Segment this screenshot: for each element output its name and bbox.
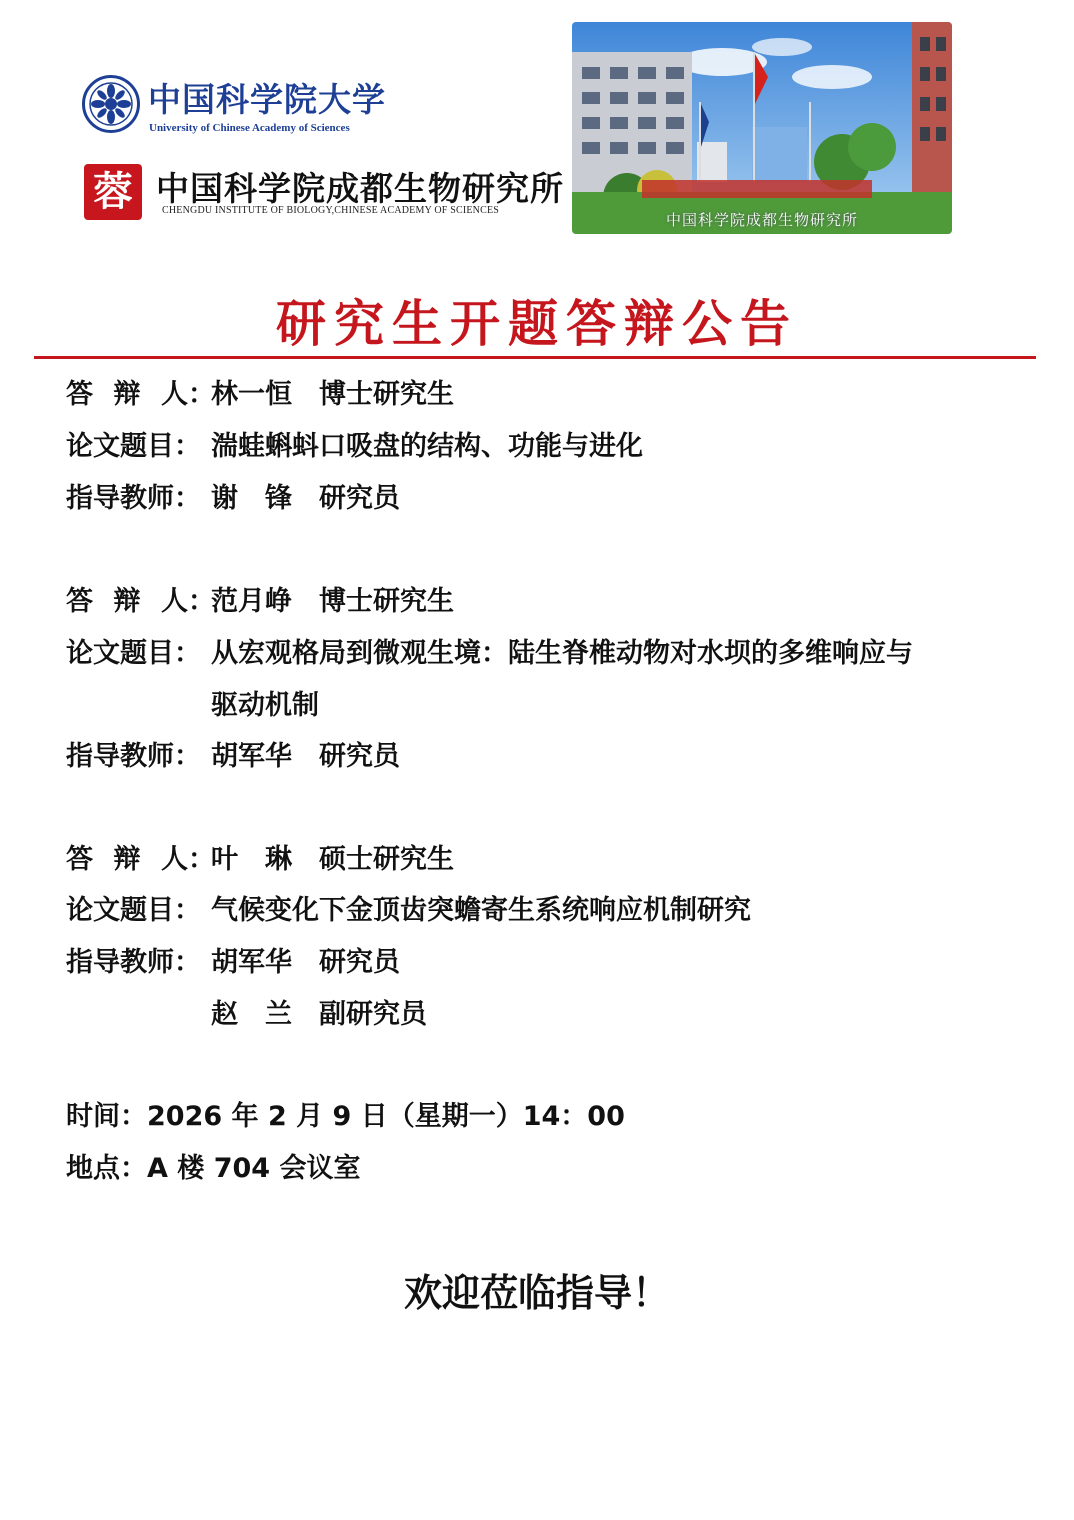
defender-label-char: 人	[161, 379, 188, 410]
cib-name-cn: 中国科学院成都生物研究所	[156, 169, 564, 208]
topic-label-text: 论文题目	[66, 431, 174, 462]
defense-2-defender: 范月峥 博士研究生	[211, 586, 454, 617]
defense-1-defender-row	[66, 375, 454, 415]
colon: ：	[174, 638, 201, 669]
defense-2-topic-row	[66, 634, 913, 674]
defense-3-topic-row	[66, 891, 751, 931]
photo-caption: 中国科学院成都生物研究所	[665, 211, 858, 229]
topic-label	[66, 427, 211, 467]
defense-1-advisor-row	[66, 479, 400, 519]
defense-3-topic: 气候变化下金顶齿突蟾寄生系统响应机制研究	[211, 895, 751, 926]
defender-label	[66, 375, 188, 415]
defense-3-advisor-row-cont	[66, 995, 427, 1035]
advisor-label	[66, 943, 211, 983]
defense-3-advisor-1: 胡军华 研究员	[211, 947, 400, 978]
place-value: A 楼 704 会议室	[147, 1153, 361, 1184]
defender-label-char: 辩	[113, 844, 141, 875]
defender-label-char: 答	[66, 844, 93, 875]
colon: ：	[188, 586, 215, 617]
colon: ：	[174, 483, 201, 514]
advisor-label-text: 指导教师	[66, 947, 174, 978]
cib-seal-glyph: 蓉	[93, 168, 133, 215]
time-label: 时间：	[66, 1101, 147, 1132]
defender-label-char: 人	[161, 844, 188, 875]
defense-1-topic: 湍蛙蝌蚪口吸盘的结构、功能与进化	[211, 431, 643, 462]
defense-2-advisor: 胡军华 研究员	[211, 741, 400, 772]
defender-label-char: 答	[66, 586, 93, 617]
ucas-name-en: University of Chinese Academy of Sciences	[149, 122, 350, 134]
colon: ：	[174, 947, 201, 978]
time-row	[66, 1097, 625, 1137]
title-divider	[34, 356, 1036, 359]
defender-label	[66, 840, 188, 880]
defense-1-advisor: 谢 锋 研究员	[211, 483, 400, 514]
defender-label-char: 答	[66, 379, 93, 410]
defender-label	[66, 582, 188, 622]
time-value: 2026 年 2 月 9 日（星期一）14：00	[147, 1101, 625, 1132]
closing-message: 欢迎莅临指导！	[403, 1271, 670, 1315]
advisor-label-text: 指导教师	[66, 483, 174, 514]
defender-label-char: 人	[161, 586, 188, 617]
colon: ：	[174, 741, 201, 772]
advisor-label	[66, 737, 211, 777]
defense-3-defender-row	[66, 840, 454, 880]
defense-2-topic-line-1: 从宏观格局到微观生境：陆生脊椎动物对水坝的多维响应与	[211, 638, 913, 669]
topic-label	[66, 891, 211, 931]
campus-photo	[572, 22, 952, 234]
defense-2-topic-line-2: 驱动机制	[211, 690, 319, 721]
cib-name-en: CHENGDU INSTITUTE OF BIOLOGY,CHINESE ACADEMY OF SCIENCES	[162, 205, 500, 216]
place-row	[66, 1149, 360, 1189]
advisor-label-text: 指导教师	[66, 741, 174, 772]
place-label: 地点：	[66, 1153, 147, 1184]
defense-2-topic-row-cont	[66, 686, 319, 726]
colon: ：	[188, 844, 215, 875]
advisor-label	[66, 479, 211, 519]
defense-2-defender-row	[66, 582, 454, 622]
ucas-name-cn: 中国科学院大学	[148, 80, 386, 119]
topic-label	[66, 634, 211, 674]
defense-2-advisor-row	[66, 737, 400, 777]
defense-3-advisor-2: 赵 兰 副研究员	[211, 999, 427, 1030]
page-title: 研究生开题答辩公告	[276, 294, 798, 353]
cib-seal-icon	[84, 164, 142, 220]
defense-3-advisor-row	[66, 943, 400, 983]
defense-3-defender: 叶 琳 硕士研究生	[211, 844, 454, 875]
topic-label-text: 论文题目	[66, 895, 174, 926]
defense-1-defender: 林一恒 博士研究生	[211, 379, 454, 410]
colon: ：	[174, 895, 201, 926]
defender-label-char: 辩	[113, 586, 141, 617]
defender-label-char: 辩	[113, 379, 141, 410]
topic-label-text: 论文题目	[66, 638, 174, 669]
colon: ：	[188, 379, 215, 410]
colon: ：	[174, 431, 201, 462]
ucas-seal-icon	[82, 75, 140, 133]
defense-1-topic-row	[66, 427, 643, 467]
